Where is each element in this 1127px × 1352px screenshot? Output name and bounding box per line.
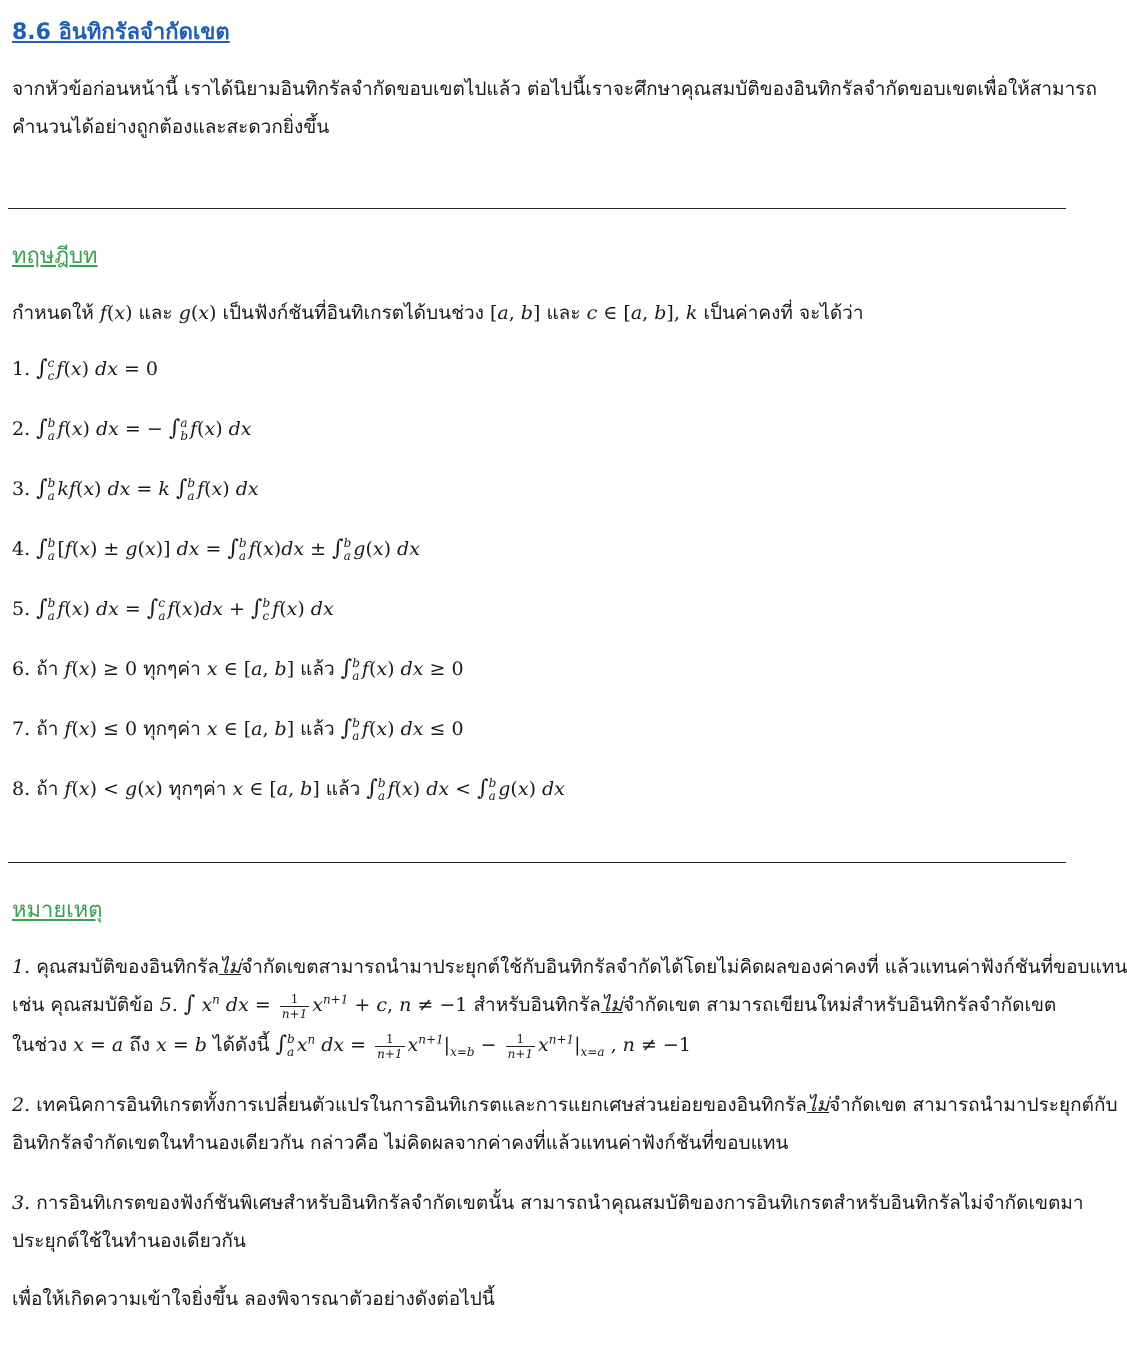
note-1-line-2: เช่น คุณสมบัติข้อ 5. ∫ $x^n$ dx = $\frac{1}{n+1}$ $x^{n+1} + c$, n ≠ −1 สำหรับอินทิกรัลไม่จำกัดเขต สามารถเขียนใหม่สำหรับอินทิกรัลจำกัดเขต [12,991,1057,1021]
note-1-line-1: 1. คุณสมบัติของอินทิกรัลไม่จำกัดเขตสามารถนำมาประยุกต์ใช้กับอินทิกรัลจำกัดได้โดยไม่คิดผลของค่าคงที่ แล้วแทนค่าฟังก์ชันที่ขอบแทน [12,956,1127,978]
theorem-item-2: 2. ∫b a f(x) dx = − ∫a b f(x) dx [12,416,252,443]
divider-2 [8,862,1066,863]
note-2-line-1: 2. เทคนิคการอินทิเกรตทั้งการเปลี่ยนตัวแปรในการอินทิเกรตและการแยกเศษส่วนย่อยของอินทิกรัลไม่จำกัดเขต สามารถนำมาประยุกต์กับ [12,1094,1118,1116]
theorem-title: ทฤษฎีบท [12,244,98,269]
intro-line-2: คำนวนได้อย่างถูกต้องและสะดวกยิ่งขึ้น [12,116,330,138]
theorem-item-4: 4. ∫b a [f(x) ± g(x)] dx = ∫b a f(x)dx ± ∫b a g(x) dx [12,536,420,563]
theorem-item-7: 7. ถ้า f(x) ≤ 0 ทุกๆค่า x ∈ [a, b] แล้ว ∫b a f(x) dx ≤ 0 [12,716,464,743]
intro-paragraph [12,70,1097,146]
theorem-item-3: 3. ∫b a kf(x) dx = k ∫b a f(x) dx [12,476,259,503]
theorem-item-1: 1. ∫c c f(x) dx = 0 [12,356,159,383]
note-3-line-2: ประยุกต์ใช้ในทำนองเดียวกัน [12,1230,246,1252]
intro-line-1: จากหัวข้อก่อนหน้านี้ เราได้นิยามอินทิกรัลจำกัดขอบเขตไปแล้ว ต่อไปนี้เราจะศึกษาคุณสมบัติของอินทิกรัลจำกัดขอบเขตเพื่อให้สามารถ [12,78,1097,100]
note-2-line-2: อินทิกรัลจำกัดเขตในทำนองเดียวกัน กล่าวคือ ไม่คิดผลจากค่าคงที่แล้วแทนค่าฟังก์ชันที่ขอบแทน [12,1132,789,1154]
notes-title: หมายเหตุ [12,898,103,923]
closing-line: เพื่อให้เกิดความเข้าใจยิ่งขึ้น ลองพิจารณาตัวอย่างดังต่อไปนี้ [12,1288,495,1310]
section-heading-link[interactable]: 8.6 อินทิกรัลจำกัดเขต [12,20,230,45]
theorem-intro: กำหนดให้ f(x) และ g(x) เป็นฟังก์ชันที่อินทิเกรตได้บนช่วง [a, b] และ c ∈ [a, b], k เป็นค่าคงที่ จะได้ว่า [12,302,864,324]
note-1-line-3: ในช่วง x = a ถึง x = b ได้ดังนี้ ∫b a $x^n$ dx = $\frac{1}{n+1}$ $x^{n+1}|_{x=b}$ − $\frac{1}{n+1}$ $x^{n+1}|_{x=a}$ , n ≠ −1 [12,1031,691,1061]
theorem-item-5: 5. ∫b a f(x) dx = ∫c a f(x)dx + ∫b c f(x) dx [12,596,334,623]
note-3-line-1: 3. การอินทิเกรตของฟังก์ชันพิเศษสำหรับอินทิกรัลจำกัดเขตนั้น สามารถนำคุณสมบัติของการอินทิเกรตสำหรับอินทิกรัลไม่จำกัดเขตมา [12,1192,1084,1214]
theorem-item-6: 6. ถ้า f(x) ≥ 0 ทุกๆค่า x ∈ [a, b] แล้ว ∫b a f(x) dx ≥ 0 [12,656,464,683]
theorem-item-8: 8. ถ้า f(x) < g(x) ทุกๆค่า x ∈ [a, b] แล้ว ∫b a f(x) dx < ∫b a g(x) dx [12,776,565,803]
divider-1 [8,208,1066,209]
